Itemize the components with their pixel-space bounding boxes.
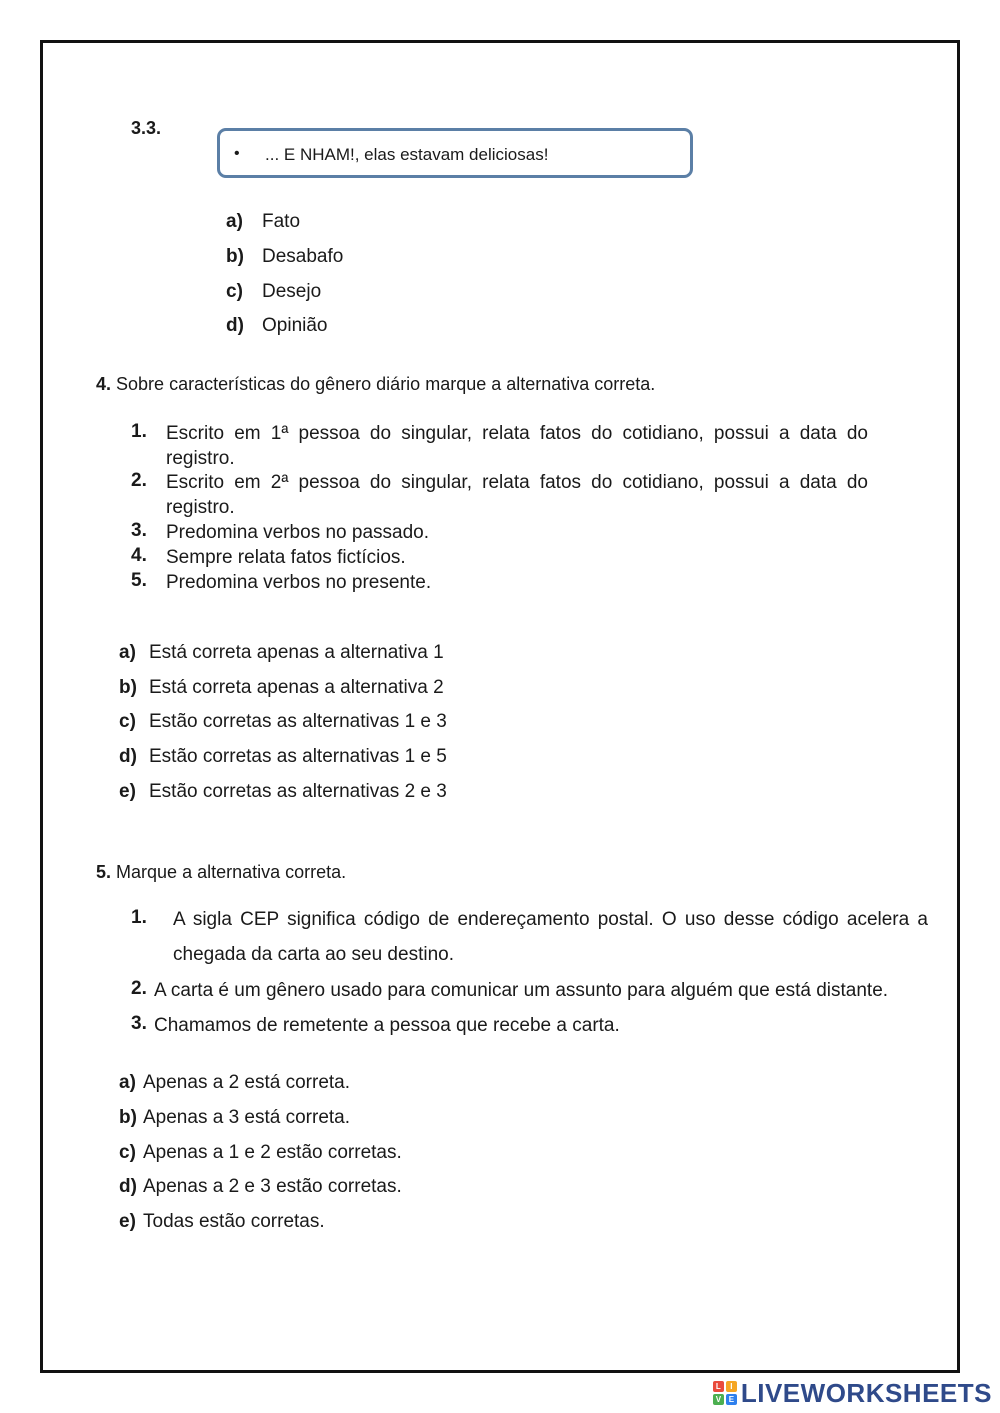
question-text: Sobre características do gênero diário marque a alternativa correta.: [116, 374, 656, 394]
option-text: Apenas a 3 está correta.: [143, 1107, 351, 1128]
q4-statement-1: [131, 421, 868, 471]
liveworksheets-logo-icon: [713, 1381, 737, 1405]
q33-option-d[interactable]: [226, 315, 328, 337]
statement-text: Escrito em 2ª pessoa do singular, relata fatos do cotidiano, possui a data do registro.: [166, 472, 868, 518]
watermark-text: LIVEWORKSHEETS: [740, 1377, 992, 1408]
question-4-title: [96, 374, 655, 395]
logo-square: I: [726, 1381, 737, 1392]
q4-statement-5: [131, 570, 868, 595]
q5-option-e[interactable]: [119, 1211, 325, 1233]
q4-statement-2: [131, 470, 868, 520]
question-3-3-number: 3.3.: [131, 118, 162, 138]
q4-option-c[interactable]: [119, 711, 447, 733]
page-frame: [40, 40, 960, 1373]
liveworksheets-watermark: [713, 1378, 992, 1408]
statement-number: 1.: [131, 421, 147, 442]
statement-number: 4.: [131, 545, 147, 566]
statement-text: A carta é um gênero usado para comunicar um assunto para alguém que está distante.: [154, 980, 889, 1001]
quote-box: [217, 128, 693, 178]
statement-number: 2.: [131, 978, 147, 999]
statement-number: 1.: [131, 907, 147, 928]
logo-square: L: [713, 1381, 724, 1392]
statement-text: Sempre relata fatos fictícios.: [166, 547, 406, 568]
logo-square: V: [713, 1394, 724, 1405]
option-label: a): [119, 642, 136, 663]
option-text: Apenas a 2 e 3 estão corretas.: [143, 1176, 402, 1197]
option-label: c): [119, 711, 136, 732]
q5-option-d[interactable]: [119, 1176, 402, 1198]
q5-statement-1: [131, 907, 928, 977]
statement-number: 3.: [131, 520, 147, 541]
question-5-title: [96, 862, 346, 883]
option-label: d): [226, 315, 244, 336]
question-text: Marque a alternativa correta.: [116, 862, 347, 882]
statement-number: 5.: [131, 570, 147, 591]
option-label: d): [119, 746, 137, 767]
option-label: e): [119, 1211, 136, 1232]
option-label: b): [119, 1107, 137, 1128]
q4-option-e[interactable]: [119, 781, 447, 803]
option-text: Apenas a 2 está correta.: [143, 1072, 351, 1093]
option-text: Estão corretas as alternativas 1 e 5: [149, 746, 447, 767]
option-text: Está correta apenas a alternativa 1: [149, 642, 444, 663]
option-text: Estão corretas as alternativas 2 e 3: [149, 781, 447, 802]
q5-option-a[interactable]: [119, 1072, 350, 1094]
quote-text: ... E NHAM!, elas estavam deliciosas!: [265, 145, 549, 164]
statement-text: Predomina verbos no presente.: [166, 572, 432, 593]
q33-option-a[interactable]: [226, 211, 300, 233]
option-label: d): [119, 1176, 137, 1197]
option-label: a): [226, 211, 243, 232]
option-text: Está correta apenas a alternativa 2: [149, 677, 444, 698]
option-label: b): [226, 246, 244, 267]
option-text: Apenas a 1 e 2 estão corretas.: [143, 1142, 402, 1163]
option-label: c): [119, 1142, 136, 1163]
option-label: e): [119, 781, 136, 802]
statement-text: Chamamos de remetente a pessoa que recebe a carta.: [154, 1015, 620, 1036]
q4-option-b[interactable]: [119, 677, 444, 699]
question-number: 5.: [96, 862, 112, 882]
q5-option-c[interactable]: [119, 1142, 402, 1164]
q4-option-d[interactable]: [119, 746, 447, 768]
option-label: a): [119, 1072, 136, 1093]
statement-number: 3.: [131, 1013, 147, 1034]
option-text: Opinião: [262, 315, 328, 336]
option-text: Desejo: [262, 281, 322, 302]
q33-option-c[interactable]: [226, 281, 321, 303]
q5-option-b[interactable]: [119, 1107, 350, 1129]
question-number: 4.: [96, 374, 112, 394]
option-text: Todas estão corretas.: [143, 1211, 325, 1232]
logo-square: E: [726, 1394, 737, 1405]
option-label: b): [119, 677, 137, 698]
q4-statement-3: [131, 520, 868, 545]
option-label: c): [226, 281, 243, 302]
q4-option-a[interactable]: [119, 642, 444, 664]
option-text: Desabafo: [262, 246, 344, 267]
bullet: •: [234, 145, 240, 162]
statement-text: Escrito em 1ª pessoa do singular, relata fatos do cotidiano, possui a data do registro.: [166, 423, 868, 469]
option-text: Fato: [262, 211, 301, 232]
q5-statement-2: [131, 978, 931, 1003]
q4-statement-4: [131, 545, 868, 570]
q33-option-b[interactable]: [226, 246, 343, 268]
option-text: Estão corretas as alternativas 1 e 3: [149, 711, 447, 732]
statement-number: 2.: [131, 470, 147, 491]
statement-text: A sigla CEP significa código de endereçamento postal. O uso desse código acelera a chegada da carta ao seu destino.: [173, 909, 928, 965]
q5-statement-3: [131, 1013, 931, 1038]
statement-text: Predomina verbos no passado.: [166, 522, 429, 543]
